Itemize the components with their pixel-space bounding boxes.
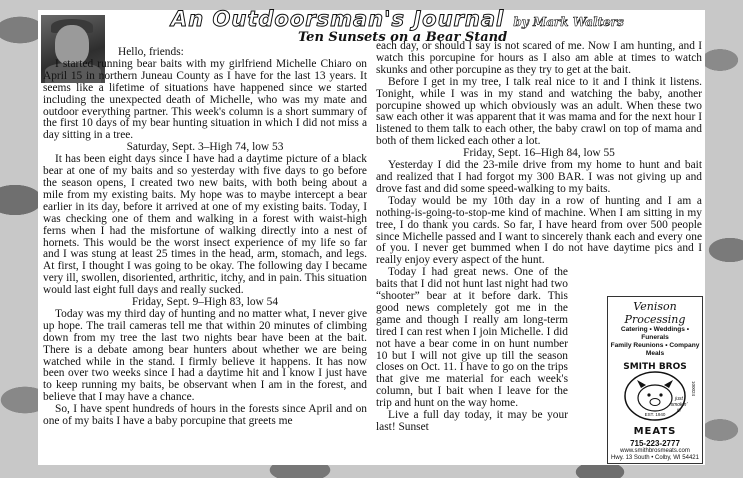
date-heading: Saturday, Sept. 3–High 74, low 53	[126, 141, 284, 154]
column-left	[43, 47, 367, 428]
date-heading: Friday, Sept. 16–High 84, low 55	[463, 147, 615, 160]
paragraph: Before I get in my tree, I talk real nice to it and I think it listens. Tonight, while I was in my stand and watching the baby, another porcupine showed up which obviously was an adult. When these two saw each other it was apparent that it was mama and for the next hour I listened to them talk to each other, the baby crawl on top of mama and both of them licked each other a lot.	[376, 75, 702, 148]
ad-services-2: Family Reunions • Company Meals	[610, 342, 700, 357]
paragraph: Yesterday I did the 23-mile drive from my home to hunt and bait and realized that I had forgot my 300 BAR. I was not giving up and drove fast and did some speed-walking to my baits.	[376, 159, 702, 195]
article-paper	[38, 7, 705, 465]
advertisement	[607, 296, 703, 464]
ad-brand-top: SMITH BROS	[623, 362, 687, 372]
ad-est: EST. 1940	[644, 412, 666, 417]
ad-tagline: just smokin' it!	[670, 396, 688, 414]
article-subtitle: Ten Sunsets on a Bear Stand	[298, 30, 508, 45]
ad-header: Venison Processing	[624, 300, 686, 326]
masthead-title: An Outdoorsman's Journal	[171, 7, 505, 31]
ad-services-1: Catering • Weddings • Funerals	[620, 326, 690, 341]
ad-phone: 715-223-2777	[630, 439, 680, 448]
paragraph: I started running bear baits with my girlfriend Michelle Chiaro on April 15 in northern Juneau County as I have for the last 13 years. It seems like a lifetime of situations have happened since we started including the unexpected death of Michelle, who was my mate and outdoor everything partner. This week's column is a short summary of the first 10 days of my bear hunting situation in which I did not miss a day sitting in a tree.	[43, 57, 367, 142]
ad-brand-bottom: MEATS	[633, 426, 677, 437]
date-heading: Friday, Sept. 9–High 83, low 54	[131, 296, 279, 309]
ad-code: 100024	[690, 380, 696, 397]
masthead	[171, 7, 624, 31]
masthead-byline: by Mark Walters	[513, 15, 624, 29]
paragraph: Today would be my 10th day in a row of hunting and I am a nothing-is-going-to-stop-me kind of machine. When I am sitting in my tree, I do thank you cards. So far, I have heard from over 500 people since Michelle passed and I want to sincerely thank each and every one of you. I never get bummed when I do not have daytime pics and I really enjoy every aspect of the hunt.	[376, 194, 702, 267]
paragraph: Today was my third day of hunting and no matter what, I never give up hope. The trail cameras tell me that within 20 minutes of climbing down from my tree the last two nights bear have been at the bait. There is a debate among bear hunters about whether we are being watched while in the stand. I firmly believe it happens. It has now been over two weeks since I had a daytime hit and I know I just have to keep running my baits, be observant when I am in the forest, and believe that I may have a chance.	[43, 307, 367, 404]
paragraph: Today I had great news. One of the baits that I did not hunt last night had two “shooter” bear at it before dark. This good news completely got me in the game and though I really am long-term tired I can rest when I join Michelle. I did not have a bear come in on hunt number 10 but I will not give up till the season closes on Oct. 11. I have to go on the trips that give me material for each week's column, but I bait when I leave for the trip and hunt on the way home.	[376, 266, 568, 410]
greeting: Hello, friends:	[118, 46, 184, 58]
smith-bros-logo	[619, 362, 696, 426]
paragraph: each day, or should I say is not scared of me. Now I am hunting, and I watch this porcupine for hours as I also am able at times to watch skunks and other porcupine as they try to get at the bait.	[376, 40, 702, 76]
paragraph: Live a full day today, it may be your last! Sunset	[376, 409, 568, 433]
ad-website: www.smithbrosmeats.com	[620, 448, 690, 454]
ad-address: Hwy. 13 South • Colby, WI 54421	[611, 455, 699, 461]
narrow-text-block	[376, 267, 568, 434]
paragraph: So, I have spent hundreds of hours in the forests since April and on one of my baits I have a baby porcupine that greets me	[43, 403, 367, 428]
paragraph: It has been eight days since I have had a daytime picture of a black bear at one of my baits and so yesterday with five days to go before the season opens, I created two new baits, with both being about a mile from my existing baits. My hope was to maybe intercept a bear earlier in its day, before it arrived at one of my existing baits. Today, I was checking one of them and walking in a forest with waist-high ferns when I had the misfortune of walking directly into a nest of hornets. This would be the worst insect experience of my life so far and I was stung at least 25 times in the head, arm, stomach, and legs. At first, I thought I was going to be okay. The following day I became very ill, swollen, disoriented, arthritic, itchy, and in pain. This situation would last eight full days and really sucked.	[43, 153, 367, 297]
